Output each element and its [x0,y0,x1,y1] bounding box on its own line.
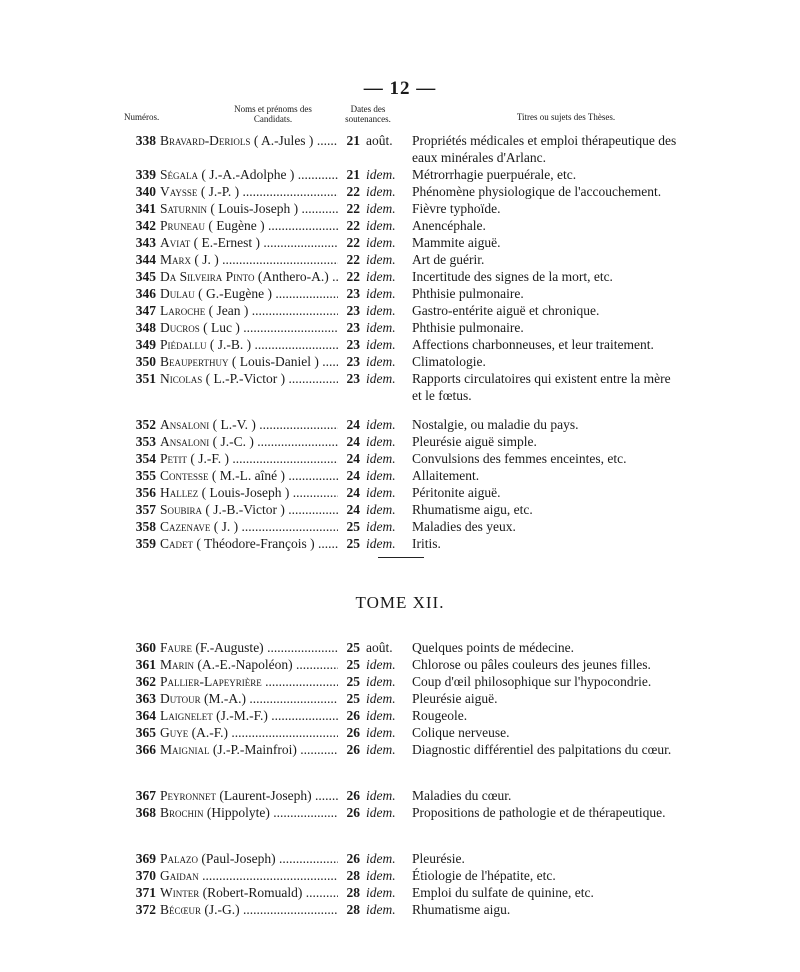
candidate-name [160,724,338,741]
candidate-name [160,787,338,804]
thesis-title: Coup d'œil philosophique sur l'hypocondrie. [412,674,652,689]
thesis-entry [0,353,800,370]
entry-number: 368 [135,805,156,820]
defense-day: 25 [346,691,360,706]
thesis-entry [0,433,800,450]
thesis-entry [0,518,800,535]
candidate-name [160,901,338,918]
entry-number: 361 [135,657,156,672]
candidate-surname: Bravard-Deriols [160,133,251,148]
candidate-name [160,353,338,370]
candidate-surname: Cadet [160,536,193,551]
defense-day: 28 [346,868,360,883]
thesis-title: Rougeole. [412,708,468,723]
defense-month: idem. [366,725,396,740]
defense-day: 22 [346,252,360,267]
defense-month: idem. [366,691,396,706]
thesis-entry [0,268,800,285]
defense-month: idem. [366,885,396,900]
entry-number: 348 [135,320,156,335]
entry-number: 369 [135,851,156,866]
defense-month: idem. [366,674,396,689]
defense-day: 24 [346,485,360,500]
thesis-entry [0,501,800,518]
defense-month: idem. [366,519,396,534]
thesis-title: Péritonite aiguë. [412,485,501,500]
thesis-title: Fièvre typhoïde. [412,201,501,216]
candidate-given-names: (M.-A.) [203,691,246,706]
candidate-given-names: ( Louis-Joseph ) [210,201,299,216]
candidate-given-names: (F.-Auguste) [195,640,264,655]
candidate-given-names: ( Louis-Joseph ) [201,485,290,500]
thesis-entry [0,467,800,484]
thesis-title: Pleurésie aiguë simple. [412,434,537,449]
defense-month: idem. [366,742,396,757]
entry-number: 343 [135,235,156,250]
thesis-entry [0,285,800,302]
defense-day: 23 [346,337,360,352]
header-dates: Dates des soutenances. [345,104,391,124]
thesis-entry [0,901,800,918]
thesis-title: Propositions de pathologie et de thérapeutique. [412,805,666,820]
entry-number: 358 [135,519,156,534]
candidate-surname: Contesse [160,468,209,483]
candidate-given-names: (Laurent-Joseph) [219,788,312,803]
defense-month: idem. [366,851,396,866]
candidate-surname: Saturnin [160,201,208,216]
candidate-given-names: ( J.-B.-Victor ) [205,502,285,517]
entry-number: 354 [135,451,156,466]
candidate-name [160,268,338,285]
thesis-title: Pleurésie. [412,851,465,866]
candidate-surname: Faure [160,640,193,655]
defense-day: 23 [346,303,360,318]
thesis-entry [0,787,800,804]
defense-day: 22 [346,218,360,233]
thesis-entry [0,690,800,707]
defense-day: 25 [346,536,360,551]
candidate-surname: Marx [160,252,192,267]
defense-day: 26 [346,708,360,723]
candidate-surname: Laroche [160,303,206,318]
candidate-surname: Nicolas [160,371,203,386]
entry-number: 353 [135,434,156,449]
section-divider [378,557,424,558]
candidate-given-names: ( J.-B. ) [209,337,252,352]
defense-month: idem. [366,354,396,369]
candidate-given-names: ( L.-V. ) [212,417,256,432]
defense-month: idem. [366,708,396,723]
thesis-entry [0,656,800,673]
candidate-surname: Palazo [160,851,199,866]
thesis-entry [0,639,800,656]
thesis-title: Pleurésie aiguë. [412,691,498,706]
candidate-surname: Soubira [160,502,203,517]
thesis-entry [0,336,800,353]
candidate-name [160,690,338,707]
defense-month: idem. [366,485,396,500]
defense-month: idem. [366,337,396,352]
entry-number: 341 [135,201,156,216]
entry-number: 365 [135,725,156,740]
entry-number: 352 [135,417,156,432]
candidate-name [160,234,338,251]
entry-number: 370 [135,868,156,883]
thesis-entry [0,234,800,251]
defense-day: 24 [346,502,360,517]
candidate-name [160,336,338,353]
candidate-surname: Peyronnet [160,788,217,803]
entry-number: 350 [135,354,156,369]
candidate-name [160,804,338,821]
defense-day: 25 [346,657,360,672]
entry-number: 346 [135,286,156,301]
candidate-name [160,416,338,433]
candidate-given-names: ( L.-P.-Victor ) [205,371,286,386]
candidate-surname: Winter [160,885,200,900]
defense-day: 25 [346,640,360,655]
candidate-given-names: ( Jean ) [208,303,249,318]
candidate-surname: Pruneau [160,218,206,233]
candidate-name [160,285,338,302]
defense-day: 26 [346,851,360,866]
candidate-name [160,867,338,884]
thesis-title: Art de guérir. [412,252,485,267]
defense-day: 24 [346,417,360,432]
candidate-surname: Beauperthuy [160,354,229,369]
entry-number: 344 [135,252,156,267]
thesis-entry [0,707,800,724]
thesis-entry [0,200,800,217]
entry-number: 356 [135,485,156,500]
candidate-surname: Vaysse [160,184,198,199]
candidate-given-names: ( A.-Jules ) [253,133,314,148]
thesis-entry [0,804,800,838]
thesis-list-section-2 [0,639,800,918]
thesis-entry [0,724,800,741]
entry-number: 345 [135,269,156,284]
candidate-name [160,217,338,234]
entry-number: 366 [135,742,156,757]
candidate-surname: Ducros [160,320,200,335]
defense-month: idem. [366,184,396,199]
candidate-given-names: ( J.-C. ) [212,434,254,449]
thesis-title: Nostalgie, ou maladie du pays. [412,417,579,432]
candidate-name [160,484,338,501]
thesis-entry [0,319,800,336]
candidate-surname: Piédallu [160,337,207,352]
candidate-surname: Dutour [160,691,201,706]
candidate-surname: Bécœur [160,902,202,917]
candidate-name [160,251,338,268]
thesis-title: Rhumatisme aigu, etc. [412,502,533,517]
candidate-name [160,518,338,535]
entry-number: 364 [135,708,156,723]
thesis-title: Convulsions des femmes enceintes, etc. [412,451,627,466]
entry-number: 349 [135,337,156,352]
candidate-name [160,707,338,724]
entry-number: 338 [135,133,156,148]
thesis-entry [0,183,800,200]
candidate-given-names: ( J.-F. ) [190,451,230,466]
thesis-entry [0,132,800,166]
candidate-given-names: (J.-P.-Mainfroi) [212,742,297,757]
candidate-name [160,370,338,387]
thesis-title: Maladies du cœur. [412,788,512,803]
defense-day: 24 [346,451,360,466]
candidate-surname: Pallier-Lapeyrière [160,674,262,689]
thesis-title: Étiologie de l'hépatite, etc. [412,868,556,883]
thesis-entry [0,535,800,552]
candidate-name [160,673,338,690]
candidate-given-names: ( G.-Eugène ) [198,286,272,301]
defense-month: idem. [366,303,396,318]
defense-day: 22 [346,269,360,284]
thesis-entry [0,867,800,884]
defense-month: idem. [366,502,396,517]
entry-number: 355 [135,468,156,483]
candidate-surname: Cazenave [160,519,211,534]
candidate-given-names: ( Louis-Daniel ) [231,354,319,369]
candidate-given-names: ( J.-P. ) [200,184,240,199]
thesis-title: Incertitude des signes de la mort, etc. [412,269,613,284]
thesis-entry [0,370,800,404]
candidate-given-names: (J.-G.) [204,902,240,917]
thesis-title: Allaitement. [412,468,480,483]
candidate-given-names: ( Théodore-François ) [196,536,315,551]
defense-day: 24 [346,434,360,449]
thesis-title: Gastro-entérite aiguë et chronique. [412,303,600,318]
thesis-title: Phénomène physiologique de l'accouchement. [412,184,662,199]
defense-day: 26 [346,805,360,820]
thesis-title: Colique nerveuse. [412,725,510,740]
candidate-surname: Marin [160,657,195,672]
candidate-given-names: ( J. ) [213,519,239,534]
defense-month: idem. [366,434,396,449]
entry-number: 360 [135,640,156,655]
thesis-entry [0,850,800,867]
defense-day: 22 [346,184,360,199]
thesis-entry [0,884,800,901]
candidate-name [160,741,338,758]
defense-month: idem. [366,451,396,466]
thesis-title: Métrorrhagie puerpuérale, etc. [412,167,577,182]
thesis-entry [0,416,800,433]
candidate-name [160,501,338,518]
thesis-title: Maladies des yeux. [412,519,516,534]
defense-month: idem. [366,657,396,672]
defense-month: idem. [366,252,396,267]
entry-gap [0,775,800,787]
thesis-title: Affections charbonneuses, et leur traitement. [412,337,654,352]
defense-month: idem. [366,286,396,301]
defense-day: 23 [346,354,360,369]
defense-day: 23 [346,320,360,335]
defense-month: idem. [366,902,396,917]
entry-number: 351 [135,371,156,386]
candidate-surname: Brochin [160,805,204,820]
defense-day: 23 [346,286,360,301]
defense-day: 26 [346,788,360,803]
thesis-title: Rhumatisme aigu. [412,902,511,917]
defense-day: 22 [346,201,360,216]
candidate-surname: Laignelet [160,708,213,723]
candidate-given-names: (A.-F.) [191,725,229,740]
defense-day: 25 [346,519,360,534]
candidate-given-names: (Anthero-A.) [257,269,329,284]
candidate-name [160,302,338,319]
defense-day: 23 [346,371,360,386]
thesis-title: Phthisie pulmonaire. [412,286,524,301]
candidate-given-names: (Paul-Joseph) [201,851,276,866]
entry-number: 357 [135,502,156,517]
candidate-name [160,656,338,673]
entry-number: 340 [135,184,156,199]
thesis-title: Propriétés médicales et emploi thérapeutique des eaux minérales d'Arlanc. [412,133,677,165]
candidate-given-names: ( E.-Ernest ) [193,235,260,250]
candidate-given-names: ( J.-A.-Adolphe ) [201,167,295,182]
thesis-title: Emploi du sulfate de quinine, etc. [412,885,594,900]
thesis-entry [0,484,800,501]
thesis-entry [0,673,800,690]
candidate-name [160,166,338,183]
defense-month: idem. [366,536,396,551]
thesis-title: Iritis. [412,536,441,551]
thesis-title: Diagnostic différentiel des palpitations du cœur. [412,742,672,757]
candidate-name [160,535,338,552]
defense-day: 21 [346,133,360,148]
entry-number: 347 [135,303,156,318]
entry-number: 371 [135,885,156,900]
defense-day: 21 [346,167,360,182]
defense-month: idem. [366,235,396,250]
entry-gap [0,838,800,850]
thesis-title: Rapports circulatoires qui existent entre la mère et le fœtus. [412,371,671,403]
thesis-title: Quelques points de médecine. [412,640,574,655]
defense-day: 26 [346,725,360,740]
candidate-surname: Gaidan [160,868,199,883]
header-numeros: Numéros. [124,112,160,122]
defense-month: idem. [366,269,396,284]
defense-month: août. [366,133,393,148]
candidate-surname: Maignial [160,742,210,757]
entry-number: 342 [135,218,156,233]
defense-month: idem. [366,320,396,335]
defense-day: 22 [346,235,360,250]
entry-number: 362 [135,674,156,689]
entry-gap [0,404,800,416]
candidate-name [160,450,338,467]
candidate-name [160,433,338,450]
thesis-title: Anencéphale. [412,218,486,233]
defense-month: idem. [366,167,396,182]
thesis-title: Phthisie pulmonaire. [412,320,524,335]
candidate-name [160,200,338,217]
defense-month: idem. [366,218,396,233]
thesis-list-section-1 [0,132,800,552]
thesis-title: Climatologie. [412,354,486,369]
entry-number: 367 [135,788,156,803]
candidate-given-names: (J.-M.-F.) [216,708,268,723]
thesis-entry [0,166,800,183]
entry-number: 359 [135,536,156,551]
entry-number: 339 [135,167,156,182]
defense-day: 25 [346,674,360,689]
defense-month: idem. [366,788,396,803]
candidate-name [160,467,338,484]
candidate-surname: Hallez [160,485,199,500]
defense-month: idem. [366,417,396,432]
candidate-name [160,183,338,200]
candidate-surname: Guye [160,725,189,740]
thesis-entry [0,217,800,234]
defense-day: 26 [346,742,360,757]
tome-heading: TOME XII. [355,593,445,612]
defense-day: 24 [346,468,360,483]
candidate-surname: Ségala [160,167,199,182]
defense-month: idem. [366,868,396,883]
thesis-entry [0,741,800,775]
candidate-surname: Ansaloni [160,417,210,432]
candidate-given-names: ( Eugène ) [208,218,265,233]
candidate-name [160,884,338,901]
candidate-surname: Dulau [160,286,195,301]
thesis-entry [0,450,800,467]
defense-day: 28 [346,902,360,917]
candidate-given-names: ( Luc ) [203,320,240,335]
candidate-name [160,319,338,336]
header-titres: Titres ou sujets des Thèses. [516,112,616,122]
entry-number: 363 [135,691,156,706]
candidate-name [160,132,338,149]
defense-day: 28 [346,885,360,900]
defense-month: idem. [366,468,396,483]
candidate-surname: Petit [160,451,187,466]
candidate-surname: Aviat [160,235,191,250]
candidate-given-names: (Robert-Romuald) [202,885,303,900]
thesis-entry [0,251,800,268]
header-noms: Noms et prénoms des Candidats. [234,104,312,124]
candidate-given-names: ( J. ) [194,252,219,267]
defense-month: idem. [366,805,396,820]
candidate-given-names: ( M.-L. aîné ) [211,468,285,483]
thesis-title: Chlorose ou pâles couleurs des jeunes filles. [412,657,651,672]
candidate-surname: Ansaloni [160,434,210,449]
thesis-entry [0,302,800,319]
defense-month: idem. [366,371,396,386]
candidate-name [160,639,338,656]
entry-number: 372 [135,902,156,917]
candidate-name [160,850,338,867]
candidate-given-names: (Hippolyte) [206,805,270,820]
candidate-surname: Da Silveira Pinto [160,269,255,284]
thesis-title: Mammite aiguë. [412,235,501,250]
candidate-given-names: (A.-E.-Napoléon) [197,657,293,672]
defense-month: août. [366,640,393,655]
page-number: — 12 — [363,78,437,99]
defense-month: idem. [366,201,396,216]
